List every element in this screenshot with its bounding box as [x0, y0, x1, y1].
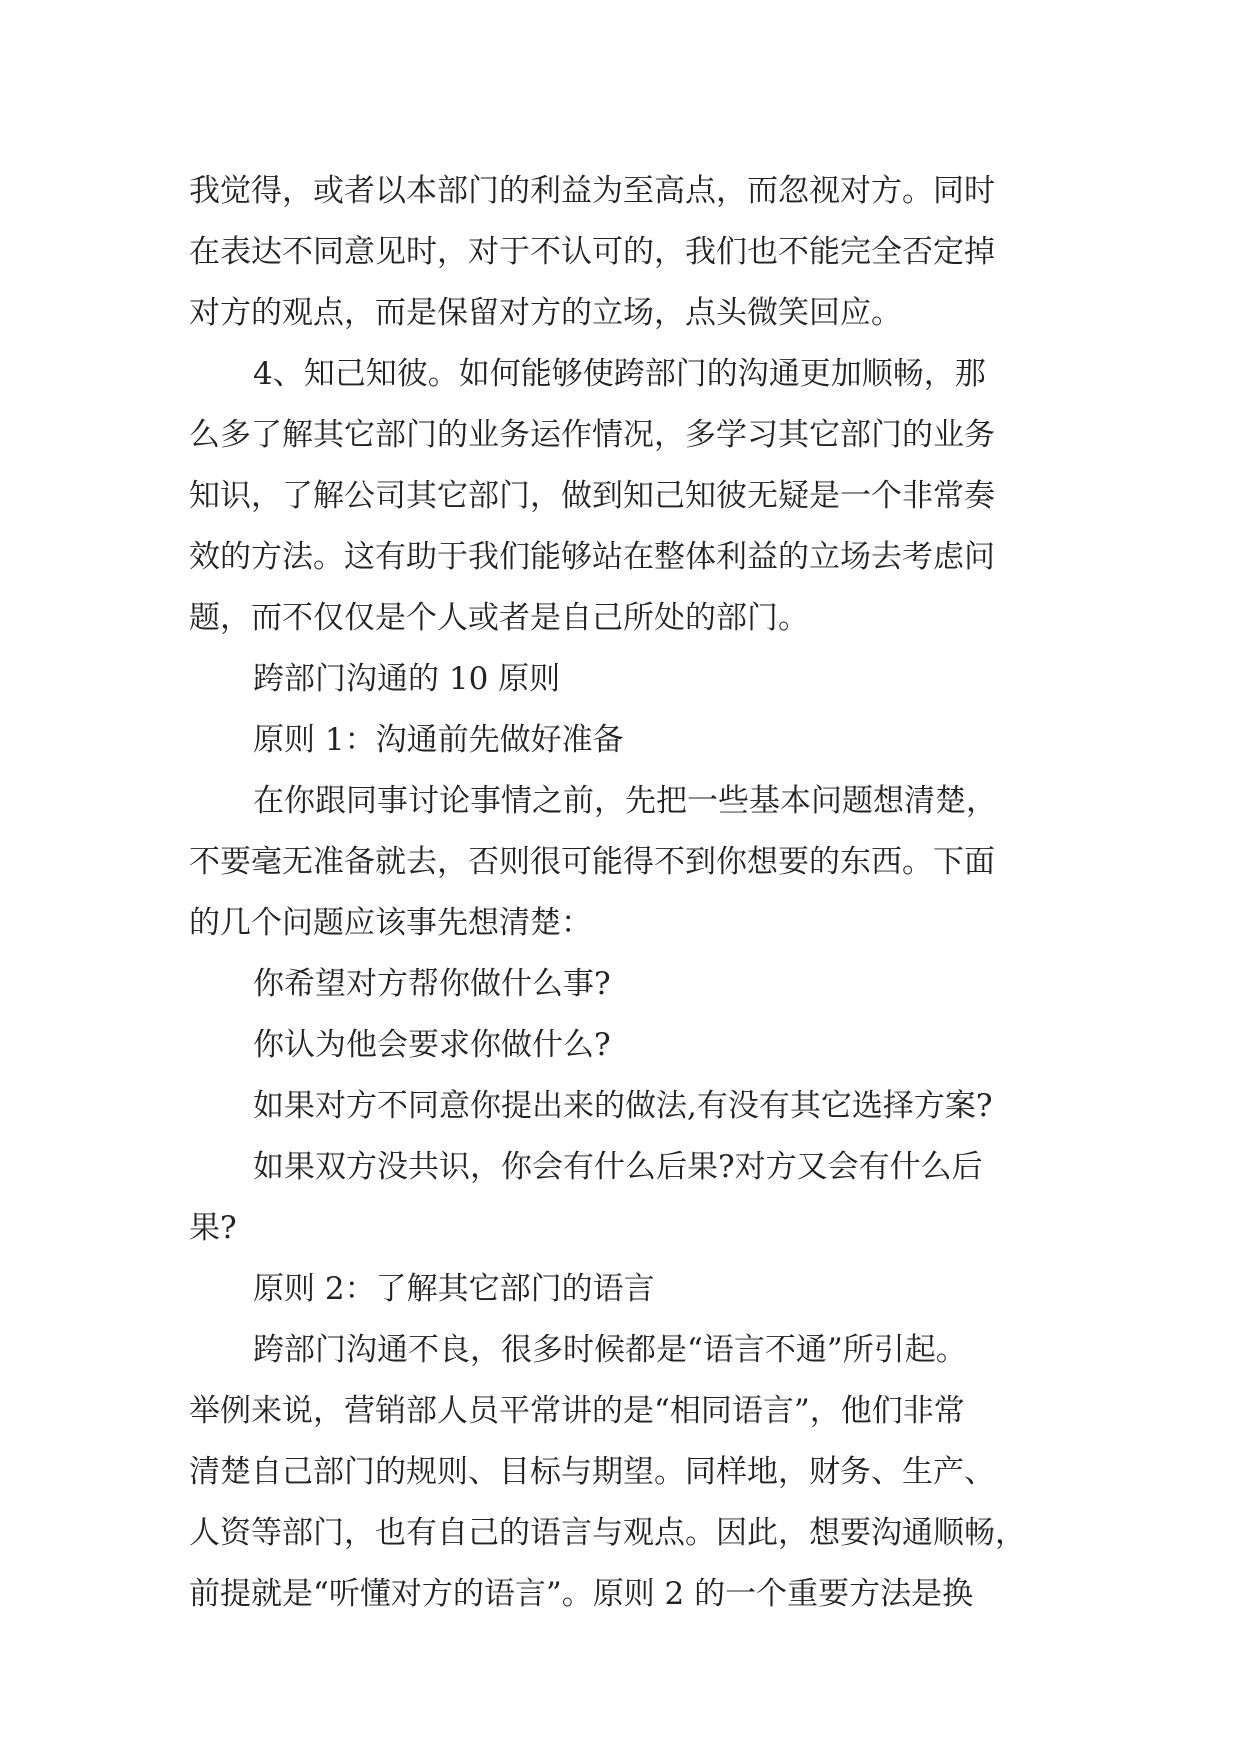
text-line: 么多了解其它部门的业务运作情况，多学习其它部门的业务: [189, 417, 995, 453]
text-line: 不要毫无准备就去，否则很可能得不到你想要的东西。下面: [189, 844, 995, 880]
text-line: 人资等部门，也有自己的语言与观点。因此，想要沟通顺畅，: [189, 1515, 1026, 1551]
text-line: 跨部门沟通不良，很多时候都是“语言不通”所引起。: [253, 1332, 967, 1368]
question-line: 你认为他会要求你做什么?: [253, 1027, 611, 1063]
text-line: 我觉得，或者以本部门的利益为至高点，而忽视对方。同时: [189, 173, 995, 209]
text-line: 果?: [189, 1210, 237, 1246]
text-line: 前提就是“听懂对方的语言”。原则 2 的一个重要方法是换: [189, 1576, 974, 1612]
body-text: [189, 161, 1059, 1625]
text-line: 对方的观点，而是保留对方的立场，点头微笑回应。: [189, 295, 902, 331]
text-line: 在表达不同意见时，对于不认可的，我们也不能完全否定掉: [189, 234, 995, 270]
text-line: 清楚自己部门的规则、目标与期望。同样地，财务、生产、: [189, 1454, 995, 1490]
question-line: 如果双方没共识，你会有什么后果?对方又会有什么后: [253, 1149, 983, 1185]
text-line: 4、知己知彼。如何能够使跨部门的沟通更加顺畅，那: [253, 356, 986, 392]
text-line: 题，而不仅仅是个人或者是自己所处的部门。: [189, 600, 809, 636]
text-line: 的几个问题应该事先想清楚：: [189, 905, 592, 941]
principle-heading: 原则 1：沟通前先做好准备: [253, 722, 624, 758]
text-line: 知识，了解公司其它部门，做到知己知彼无疑是一个非常奏: [189, 478, 995, 514]
question-line: 如果对方不同意你提出来的做法,有没有其它选择方案?: [253, 1088, 993, 1124]
question-line: 你希望对方帮你做什么事?: [253, 966, 611, 1002]
text-line: 效的方法。这有助于我们能够站在整体利益的立场去考虑问: [189, 539, 995, 575]
principle-heading: 原则 2：了解其它部门的语言: [253, 1271, 655, 1307]
text-line: 在你跟同事讨论事情之前，先把一些基本问题想清楚，: [253, 783, 997, 819]
text-line: 举例来说，营销部人员平常讲的是“相同语言”，他们非常: [189, 1393, 965, 1429]
section-heading: 跨部门沟通的 10 原则: [253, 661, 561, 697]
